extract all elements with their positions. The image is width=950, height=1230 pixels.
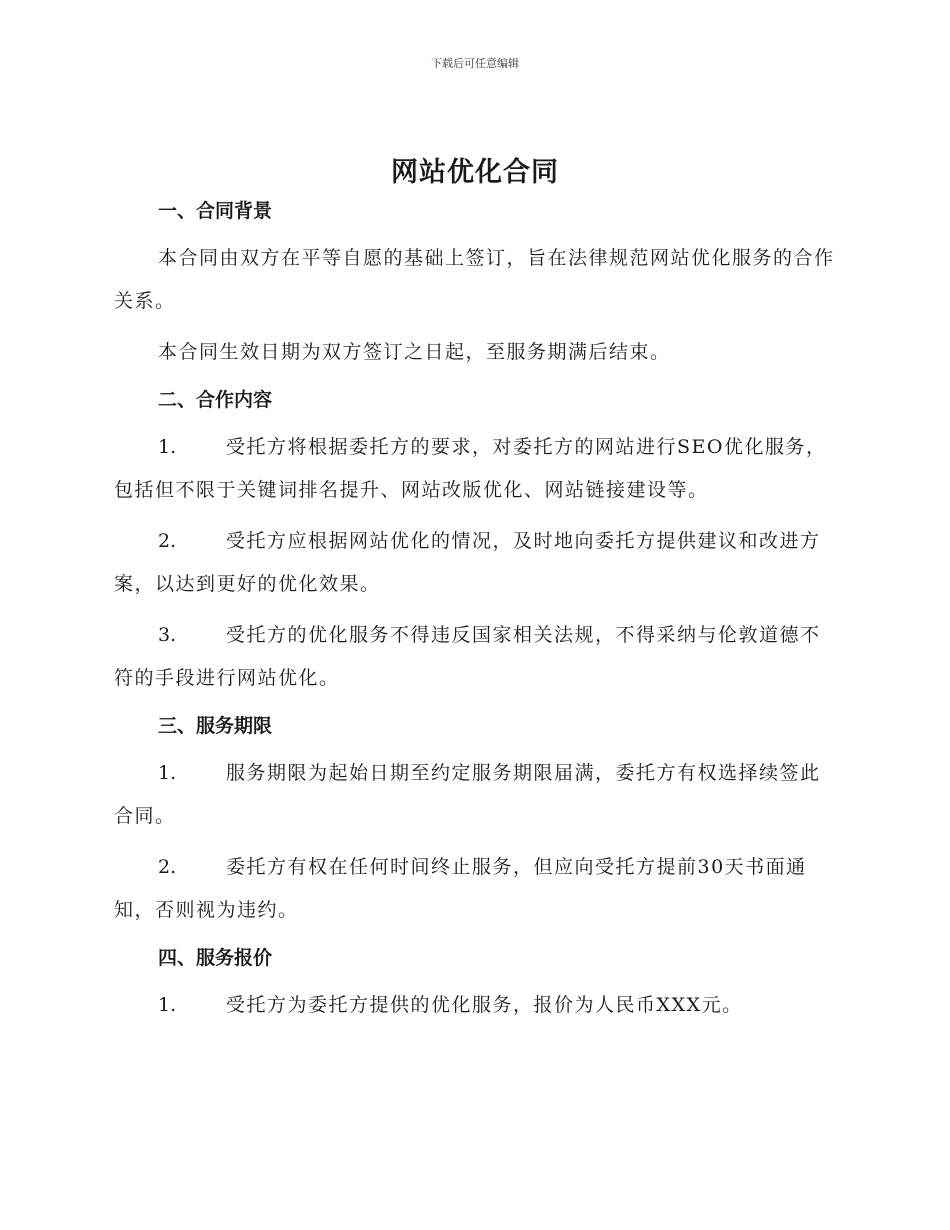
list-item-number: 1.	[158, 436, 177, 458]
document-body	[114, 193, 836, 1027]
list-item-number: 1.	[158, 762, 177, 784]
list-item-text: 委托方有权在任何时间终止服务，但应向受托方提前30天书面通知，否则视为违约。	[114, 856, 807, 921]
list-item-number: 2.	[158, 530, 177, 552]
list-item-text: 受托方将根据委托方的要求，对委托方的网站进行SEO优化服务，包括但不限于关键词排名提升、网站改版优化、网站链接建设等。	[114, 436, 827, 501]
list-item	[114, 846, 836, 932]
section-heading-cooperation: 二、合作内容	[158, 389, 273, 411]
list-item	[114, 614, 836, 700]
list-item	[114, 520, 836, 606]
section-heading-service-term: 三、服务期限	[158, 715, 273, 737]
list-item	[114, 752, 836, 838]
list-item	[114, 984, 836, 1027]
list-item-number: 2.	[158, 856, 177, 878]
section-heading-pricing: 四、服务报价	[158, 947, 273, 969]
header-note: 下载后可任意编辑	[431, 57, 519, 70]
paragraph: 本合同生效日期为双方签订之日起，至服务期满后结束。	[158, 341, 671, 363]
document-title: 网站优化合同	[391, 157, 559, 188]
list-item-text: 受托方为委托方提供的优化服务，报价为人民币XXX元。	[226, 994, 743, 1016]
list-item	[114, 426, 836, 512]
list-item-text: 受托方的优化服务不得违反国家相关法规，不得采纳与伦敦道德不符的手段进行网站优化。	[114, 624, 821, 689]
list-item-text: 受托方应根据网站优化的情况，及时地向委托方提供建议和改进方案，以达到更好的优化效果。	[114, 530, 821, 595]
list-item-number: 3.	[158, 624, 177, 646]
section-heading-background: 一、合同背景	[158, 200, 273, 222]
paragraph: 本合同由双方在平等自愿的基础上签订，旨在法律规范网站优化服务的合作关系。	[114, 247, 835, 312]
list-item-text: 服务期限为起始日期至约定服务期限届满，委托方有权选择续签此合同。	[114, 762, 821, 827]
list-item-number: 1.	[158, 994, 177, 1016]
